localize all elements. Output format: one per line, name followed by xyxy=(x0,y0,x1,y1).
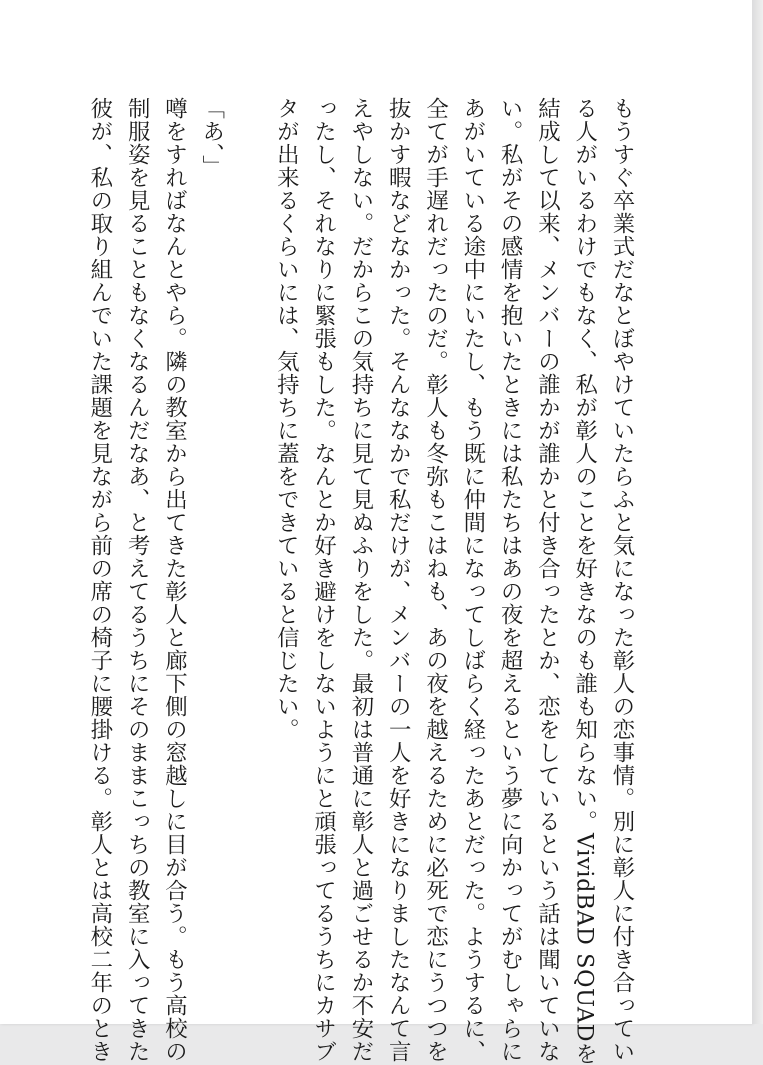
text-line: 制服姿を見ることもなくなるんだなあ、と考えてるうちにそのままこっちの教室に入ってきた xyxy=(124,97,151,1063)
text-line: タが出来るくらいには、気持ちに蓋をできていると信じたい。 xyxy=(273,97,300,741)
text-line: あがいている途中にいたし、もう既に仲間になってしばらく経ったあとだった。ようするに、 xyxy=(459,97,486,1063)
text-line: もうすぐ卒業式だなとぼやけていたらふと気になった彰人の恋事情。別に彰人に付き合ってい xyxy=(609,97,635,1063)
text-line: 抜かす暇などなかった。そんななかで私だけが、メンバーの一人を好きになりましたなんて言 xyxy=(385,97,412,1063)
text-line: 噂をすればなんとやら。隣の教室から出てきた彰人と廊下側の窓越しに目が合う。もう高校の xyxy=(161,97,188,1063)
text-line: 全てが手遅れだったのだ。彰人も冬弥もこはねも、あの夜を越えるために必死で恋にうつつを xyxy=(422,97,449,1063)
page-edge-shadow xyxy=(752,0,763,1024)
text-line: えやしない。だからこの気持ちに見て見ぬふりをした。最初は普通に彰人と過ごせるか不安だ xyxy=(347,97,374,1063)
vertical-text-body xyxy=(81,97,640,1065)
text-line: 彼が、私の取り組んでいた課題を見ながら前の席の椅子に腰掛ける。彰人とは高校二年のとき xyxy=(86,97,113,1063)
text-line: ったし、それなりに緊張もした。なんとか好き避けをしないようにと頑張ってるうちにカサブ xyxy=(310,97,337,1063)
text-line: 結成して以来、メンバーの誰かが誰かと付き合ったとか、恋をしているという話は聞いていな xyxy=(534,97,561,1063)
text-line: い。私がその感情を抱いたときには私たちはあの夜を超えるという夢に向かってがむしゃらに xyxy=(497,97,524,1063)
text-line: る人がいるわけでもなく、私が彰人のことを好きなのも誰も知らない。VividBAD SQUADを xyxy=(571,97,598,1065)
blank-line xyxy=(230,97,267,957)
text-line: 「あ、」 xyxy=(198,97,225,178)
